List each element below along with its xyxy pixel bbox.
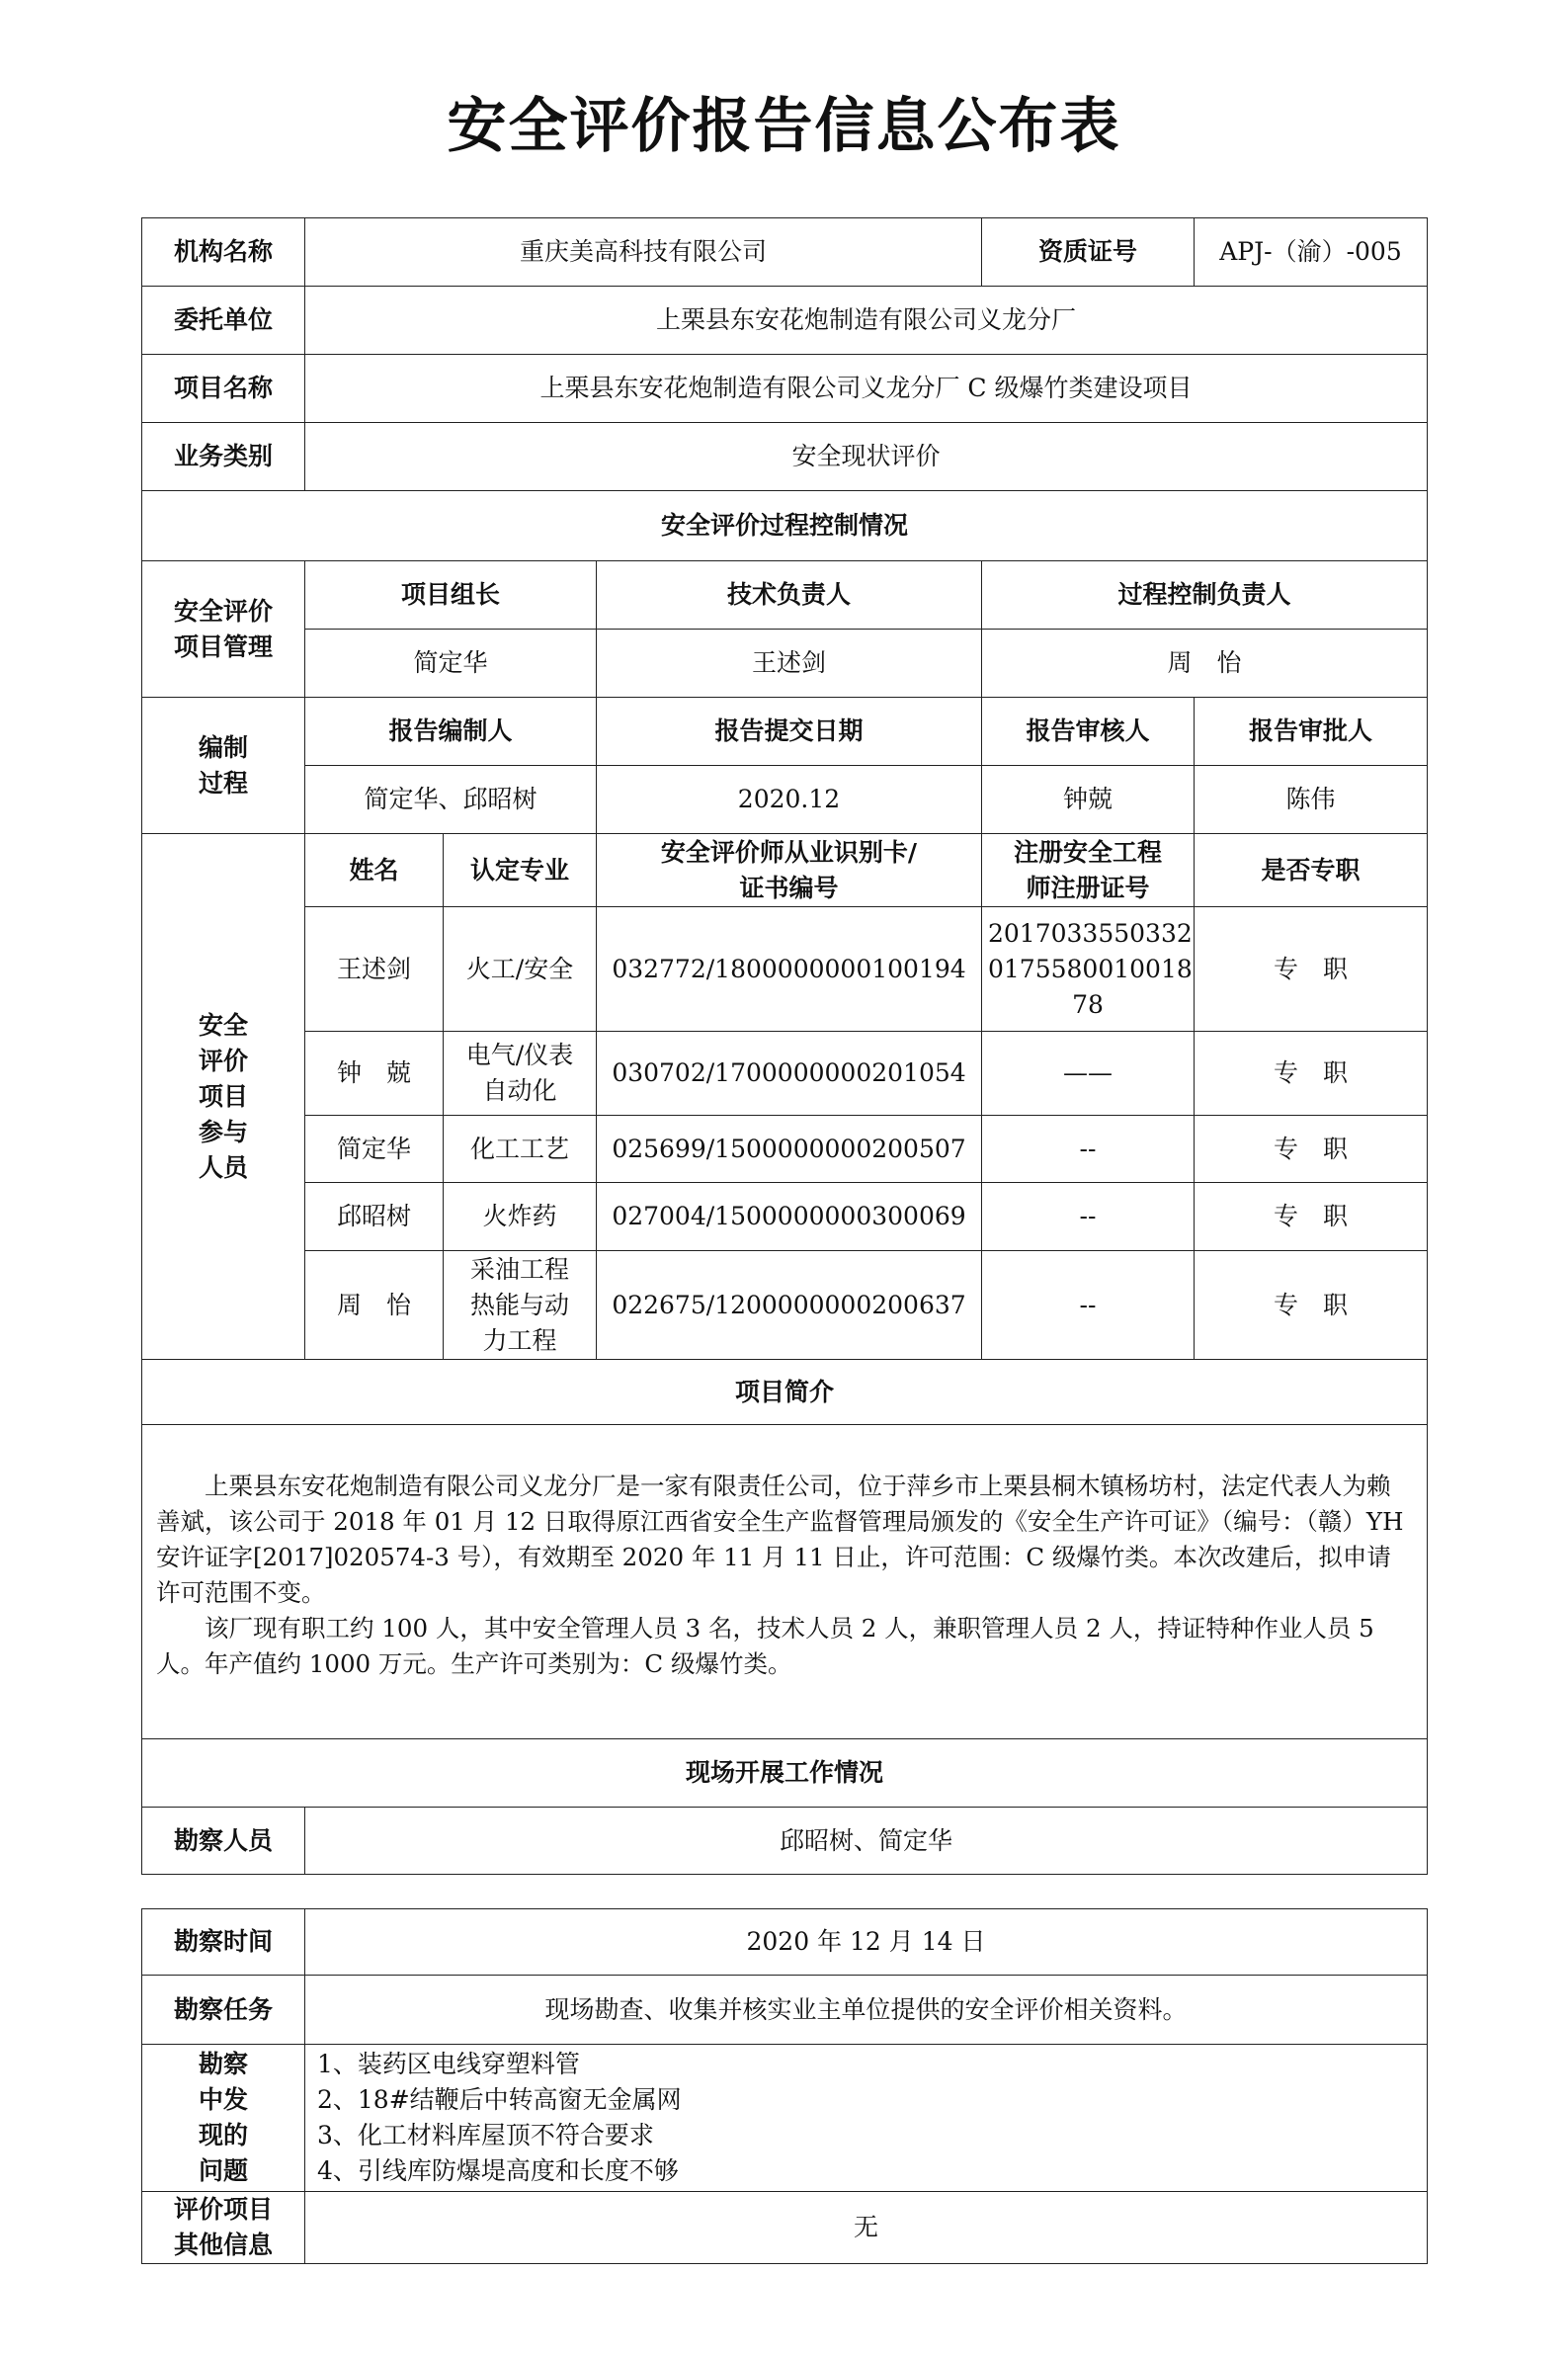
team-leader-header: 项目组长 — [305, 561, 597, 630]
survey-staff-label: 勘察人员 — [142, 1808, 305, 1875]
name-header: 姓名 — [305, 834, 444, 907]
survey-task-label: 勘察任务 — [142, 1976, 305, 2045]
process-section-heading: 安全评价过程控制情况 — [142, 491, 1428, 561]
list-item: 4、引线库防爆堤高度和长度不够 — [317, 2156, 679, 2185]
compiler-value: 简定华、邱昭树 — [305, 766, 597, 834]
process-control-value: 周 怡 — [982, 630, 1428, 698]
project-value: 上栗县东安花炮制造有限公司义龙分厂 C 级爆竹类建设项目 — [305, 355, 1428, 423]
table-row — [142, 907, 1428, 1032]
participant-card: 022675/1200000000200637 — [597, 1251, 982, 1360]
survey-staff-value: 邱昭树、简定华 — [305, 1808, 1428, 1875]
submit-date-value: 2020.12 — [597, 766, 982, 834]
participant-reg: -- — [982, 1116, 1195, 1183]
compile-label: 编制 过程 — [142, 698, 305, 834]
participant-fulltime: 专 职 — [1195, 1116, 1428, 1183]
process-control-header: 过程控制负责人 — [982, 561, 1428, 630]
site-heading: 现场开展工作情况 — [142, 1739, 1428, 1808]
project-label: 项目名称 — [142, 355, 305, 423]
participant-card: 025699/1500000000200507 — [597, 1116, 982, 1183]
participant-card: 032772/1800000000100194 — [597, 907, 982, 1032]
participant-fulltime: 专 职 — [1195, 907, 1428, 1032]
tech-lead-value: 王述剑 — [597, 630, 982, 698]
participants-label: 安全 评价 项目 参与 人员 — [142, 834, 305, 1360]
survey-issues-list — [305, 2045, 1428, 2192]
participant-reg: -- — [982, 1251, 1195, 1360]
participant-major: 采油工程 热能与动 力工程 — [444, 1251, 597, 1360]
reg-header: 注册安全工程 师注册证号 — [982, 834, 1195, 907]
reviewer-header: 报告审核人 — [982, 698, 1195, 766]
list-item: 2、18#结鞭后中转高窗无金属网 — [317, 2085, 682, 2114]
other-info-label: 评价项目 其他信息 — [142, 2192, 305, 2264]
tech-lead-header: 技术负责人 — [597, 561, 982, 630]
participant-name: 王述剑 — [305, 907, 444, 1032]
participant-name: 周 怡 — [305, 1251, 444, 1360]
business-value: 安全现状评价 — [305, 423, 1428, 491]
org-label: 机构名称 — [142, 218, 305, 287]
cert-value: APJ-（渝）-005 — [1195, 218, 1428, 287]
survey-task-value: 现场勘查、收集并核实业主单位提供的安全评价相关资料。 — [305, 1976, 1428, 2045]
card-header: 安全评价师从业识别卡/ 证书编号 — [597, 834, 982, 907]
participant-reg: 2017033550332 0175580010018 78 — [982, 907, 1195, 1032]
table-row — [142, 1032, 1428, 1116]
submit-date-header: 报告提交日期 — [597, 698, 982, 766]
participant-major: 火炸药 — [444, 1183, 597, 1251]
participant-major: 火工/安全 — [444, 907, 597, 1032]
list-item: 3、化工材料库屋顶不符合要求 — [317, 2121, 654, 2149]
table-row — [142, 1116, 1428, 1183]
approver-header: 报告审批人 — [1195, 698, 1428, 766]
page-title: 安全评价报告信息公布表 — [447, 92, 1121, 161]
participant-card: 030702/1700000000201054 — [597, 1032, 982, 1116]
participant-reg: —— — [982, 1032, 1195, 1116]
participant-name: 钟 兢 — [305, 1032, 444, 1116]
info-table — [141, 217, 1428, 1875]
participant-name: 简定华 — [305, 1116, 444, 1183]
participant-name: 邱昭树 — [305, 1183, 444, 1251]
participant-fulltime: 专 职 — [1195, 1032, 1428, 1116]
intro-paragraph-1: 上栗县东安花炮制造有限公司义龙分厂是一家有限责任公司，位于萍乡市上栗县桐木镇杨坊村，法定代表人为赖善斌，该公司于 2018 年 01 月 12 日取得原江西省安全生产监督管理局颁发的《安全生产许可证》（编号：（赣）YH 安许证字[2017]020574-3 号），有效期至 2020 年 11 月 11 日止，许可范围：C 级爆竹类。本次改建后，拟申请许可范围不变。 — [156, 1472, 1404, 1607]
management-label: 安全评价 项目管理 — [142, 561, 305, 698]
participant-reg: -- — [982, 1183, 1195, 1251]
reviewer-value: 钟兢 — [982, 766, 1195, 834]
approver-value: 陈伟 — [1195, 766, 1428, 834]
client-label: 委托单位 — [142, 287, 305, 355]
table-row — [142, 1251, 1428, 1360]
participant-card: 027004/1500000000300069 — [597, 1183, 982, 1251]
compiler-header: 报告编制人 — [305, 698, 597, 766]
intro-text — [142, 1425, 1428, 1739]
client-value: 上栗县东安花炮制造有限公司义龙分厂 — [305, 287, 1428, 355]
participant-fulltime: 专 职 — [1195, 1183, 1428, 1251]
survey-time-value: 2020 年 12 月 14 日 — [305, 1909, 1428, 1976]
intro-paragraph-2: 该厂现有职工约 100 人，其中安全管理人员 3 名，技术人员 2 人，兼职管理人员 2 人，持证特种作业人员 5 人。年产值约 1000 万元。生产许可类别为：C 级爆竹类。 — [156, 1614, 1374, 1678]
cert-label: 资质证号 — [982, 218, 1195, 287]
major-header: 认定专业 — [444, 834, 597, 907]
business-label: 业务类别 — [142, 423, 305, 491]
participant-major: 电气/仪表 自动化 — [444, 1032, 597, 1116]
other-info-value: 无 — [305, 2192, 1428, 2264]
org-value: 重庆美高科技有限公司 — [305, 218, 982, 287]
participant-major: 化工工艺 — [444, 1116, 597, 1183]
participant-fulltime: 专 职 — [1195, 1251, 1428, 1360]
fulltime-header: 是否专职 — [1195, 834, 1428, 907]
survey-table — [141, 1908, 1428, 2264]
team-leader-value: 简定华 — [305, 630, 597, 698]
intro-heading: 项目简介 — [142, 1360, 1428, 1425]
list-item: 1、装药区电线穿塑料管 — [317, 2050, 580, 2078]
table-row — [142, 1183, 1428, 1251]
survey-issues-label: 勘察 中发 现的 问题 — [142, 2045, 305, 2192]
survey-time-label: 勘察时间 — [142, 1909, 305, 1976]
